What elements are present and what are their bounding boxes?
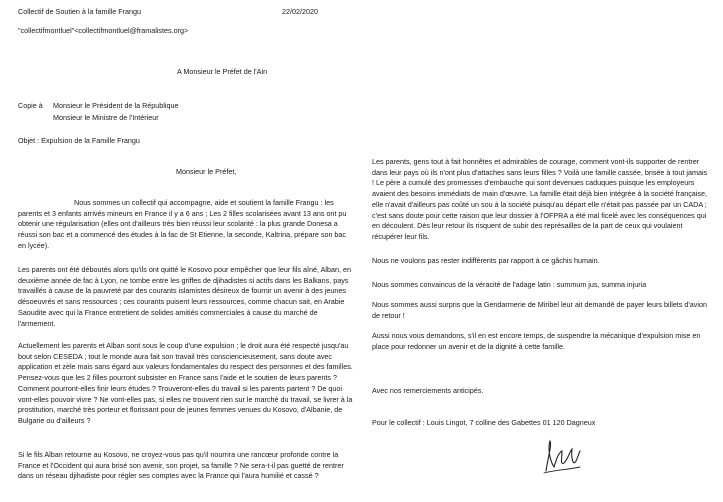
copies-line-1: Monsieur le Président de la République: [53, 101, 179, 110]
left-paragraph-4: Si le fils Alban retourne au Kosovo, ne croyez-vous pas qu'il nourrira une rancœur profonde contre la France et l'Occident qui aura brisé son avenir, son projet, sa famille ? Ne sera-t-il pas guetté de rentrer dans un réseau djihadiste pour régler ses comptes avec la France qui l'aura humilié et cassé ?: [18, 450, 344, 481]
right-paragraph-1: Les parents, gens tout à fait honnêtes et admirables de courage, comment vont-ils supporter de rentrer dans leur pays où ils n'ont plus d'attaches sans leurs filles ? Voilà une famille cassée, brisée à tout jamais ! Le père a cumulé des promesses d'embauche qui sont devenues caduques puisque les employeurs avaient des besoins immédiats de main d'œuvre. La famille était déjà bien intégrée à la société française, elle n'avait d'ailleurs pas coûté un sou à la société puisqu'au départ elle n'était pas passée par un CADA ; c'est sans doute pour cette raison que leur dossier à l'OFPRA a été mal ficelé avec les conséquences qui en découlent. Dès leur retour ils risquent de subir des représailles de la part de ceux qui voulaient récupérer leur fils.: [372, 157, 708, 241]
right-paragraph-4: Nous sommes aussi surpris que la Gendarmerie de Miribel leur ait demandé de payer leurs billets d'avion de retour !: [372, 300, 707, 320]
right-closing: Avec nos remerciements anticipés.: [372, 386, 484, 395]
right-paragraph-2: Nous ne voulons pas rester indifférents par rapport à ce gâchis humain.: [372, 256, 600, 265]
sender-name: Collectif de Soutien à la famille Frangu: [18, 7, 142, 16]
left-paragraph-2: Les parents ont été déboutés alors qu'ils ont quitté le Kosovo pour empêcher que leur fils aîné, Alban, en deuxième année de fac à Lyon, ne tombe entre les griffes de djihadistes si actifs dans les Balkans, pays travaillés à cause de la pauvreté par des courants islamistes désireux de fournir un avenir à des jeunes désoeuvrés et sans ressources ; ces courants puisent leurs ressources, comme chacun sait, en Arabie Saoudite avec qui la France entretient de solides amitiés commerciales à cause du marché de l'armement.: [18, 265, 352, 328]
addressee: A Monsieur le Préfet de l'Ain: [177, 67, 268, 76]
subject-line: Objet : Expulsion de la Famille Frangu: [18, 136, 140, 145]
letter-date: 22/02/2020: [282, 7, 318, 16]
handwritten-signature: [540, 437, 584, 477]
salutation: Monsieur le Préfet,: [176, 167, 237, 176]
copies-label: Copie à: [18, 101, 43, 110]
left-paragraph-3: Actuellement les parents et Alban sont sous le coup d'une expulsion ; le droit aura été respecté jusqu'au bout selon CESEDA ; tout le monde aura fait son travail très consciencieusement, sans doute avec application et zèle mais sans égard aux valeurs fondamentales du respect des personnes et des familles. Pensez-vous que les 2 filles pourront subsister en France sans l'aide et le soutien de leurs parents ? Comment pourront-elles finir leurs études ? Trouveront-elles du travail si les parents partent ? De quoi vont-elles pouvoir vivre ? Ne vont-elles pas, si elles ne trouvent rien sur le marché du travail, se livrer à la prostitution, marché très porteur et florissant pour de jeunes femmes venues du Kosovo, d'Albanie, de Bulgarie ou d'ailleurs ?: [18, 341, 353, 425]
copies-line-2: Monsieur le Ministre de l'Intérieur: [53, 113, 159, 122]
right-paragraph-3: Nous sommes convaincus de la véracité de l'adage latin : summum jus, summa injuria: [372, 280, 647, 289]
right-signatory: Pour le collectif : Louis Lingot, 7 colline des Gabettes 01 120 Dagneux: [372, 418, 596, 427]
left-paragraph-1: Nous sommes un collectif qui accompagne, aide et soutient la famille Frangu : les parents et 3 enfants arrivés mineurs en France il y a 6 ans ; Les 2 filles scolarisées avant 13 ans ont pu obtenir une régularisation (elles ont d'ailleurs très bien réussi leur scolarité : la plus grande Donesa a réussi son bac et a commencé des études à la fac de St Etienne, la seconde, Kaltrina, prépare son bac en lycée).: [18, 198, 347, 250]
sender-email: "collectifmontluel"<collectifmontluel@framalistes.org>: [18, 26, 189, 35]
right-paragraph-5: Aussi nous vous demandons, s'il en est encore temps, de suspendre la mécanique d'expulsion mise en place pour redonner un avenir et de la dignité à cette famille.: [372, 331, 701, 351]
